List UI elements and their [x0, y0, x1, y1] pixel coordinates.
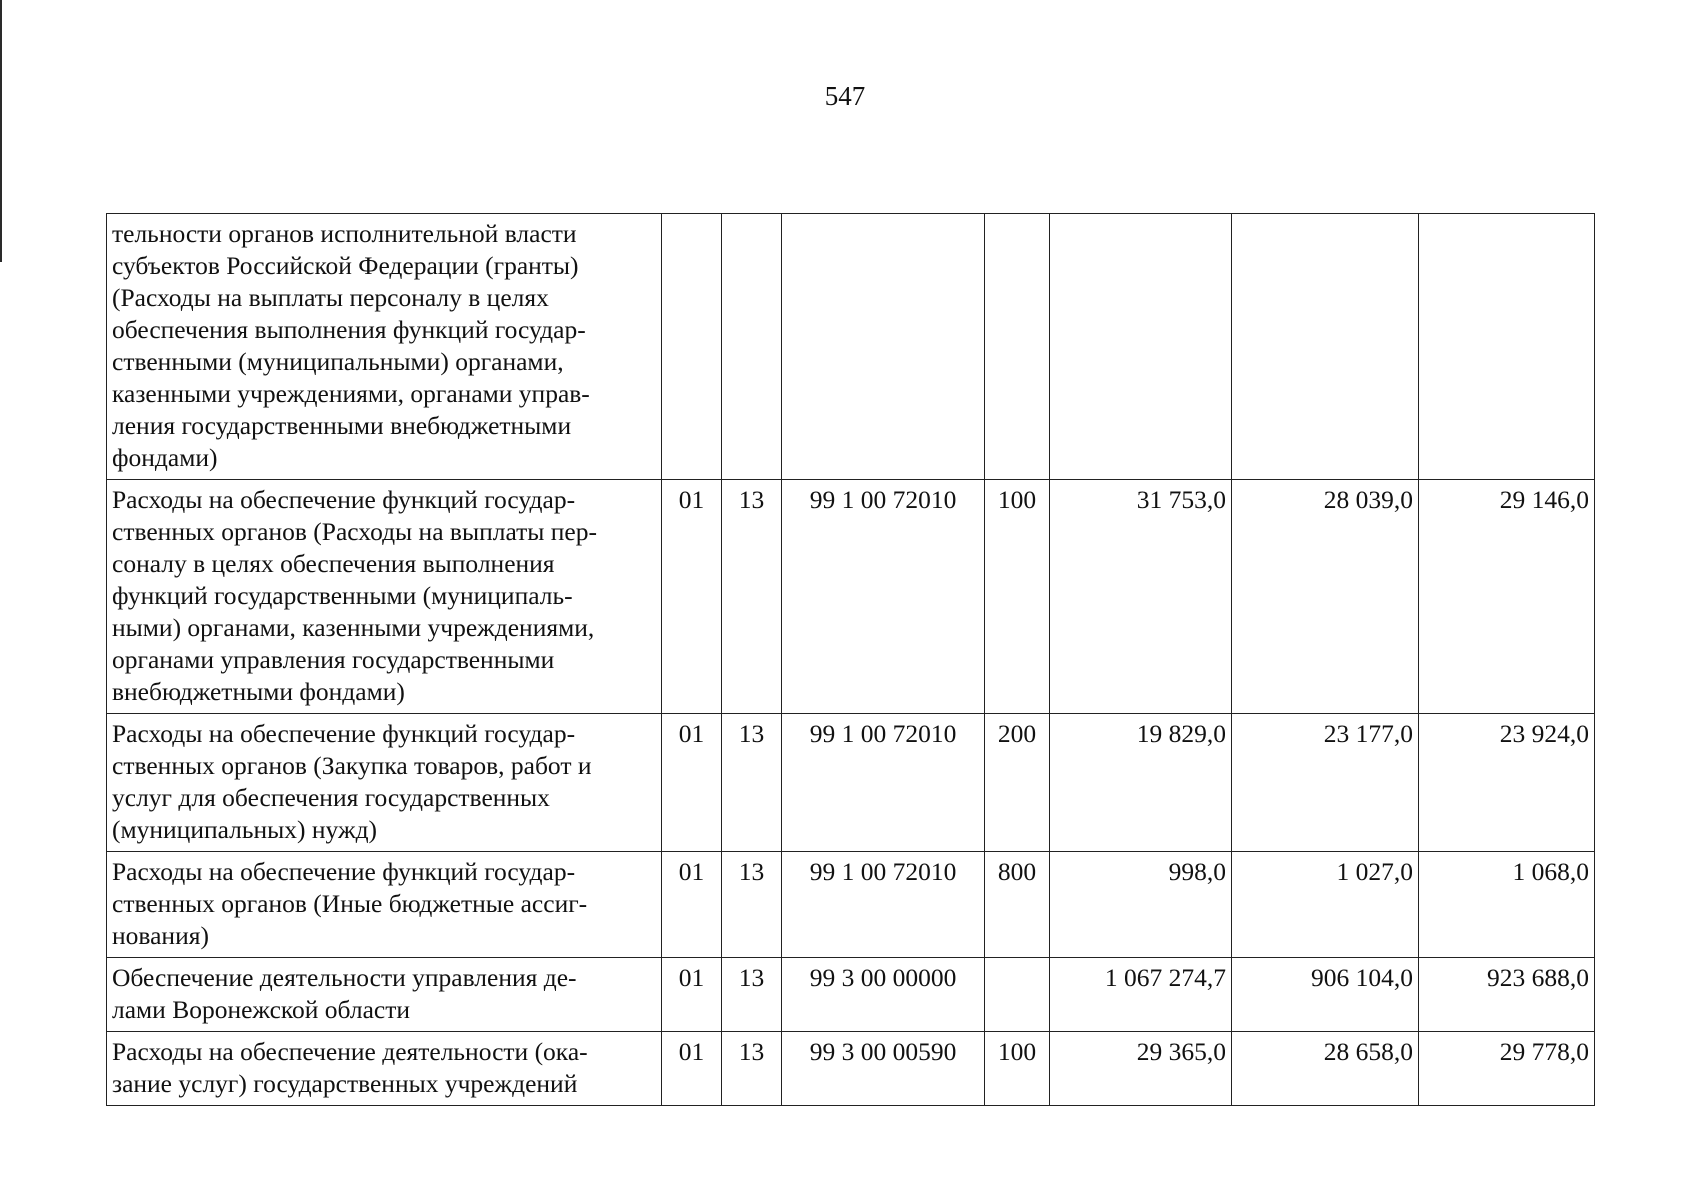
- amount-year3-cell: 923 688,0: [1419, 958, 1595, 1032]
- subsection-code-cell: 13: [722, 958, 782, 1032]
- subsection-code-cell: 13: [722, 480, 782, 714]
- expense-name-cell: [107, 852, 662, 958]
- expense-name-line: (Расходы на выплаты персоналу в целях: [112, 283, 549, 312]
- section-code-cell: 01: [662, 480, 722, 714]
- target-article-cell: 99 1 00 72010: [782, 852, 985, 958]
- table-row: [107, 852, 1595, 958]
- expense-name-line: ными) органами, казенными учреждениями,: [112, 613, 595, 642]
- expense-name-cell: [107, 714, 662, 852]
- amount-year1-cell: 19 829,0: [1050, 714, 1232, 852]
- expense-name-line: Расходы на обеспечение функций государ-: [112, 857, 576, 886]
- expense-type-cell: [985, 958, 1050, 1032]
- target-article-cell: 99 3 00 00590: [782, 1032, 985, 1106]
- budget-table: [106, 213, 1595, 1106]
- budget-table-body: [107, 214, 1595, 1106]
- scan-edge-mark: [0, 0, 2, 262]
- subsection-code-cell: [722, 214, 782, 480]
- target-article-cell: [782, 214, 985, 480]
- expense-name-line: внебюджетными фондами): [112, 677, 405, 706]
- expense-name-cell: [107, 958, 662, 1032]
- expense-name-line: Расходы на обеспечение функций государ-: [112, 485, 576, 514]
- table-row: [107, 958, 1595, 1032]
- amount-year2-cell: 1 027,0: [1232, 852, 1419, 958]
- expense-name-line: обеспечения выполнения функций государ-: [112, 315, 586, 344]
- expense-name-cell: [107, 1032, 662, 1106]
- expense-name-line: тельности органов исполнительной власти: [112, 219, 577, 248]
- expense-name-line: ления государственными внебюджетными: [112, 411, 572, 440]
- expense-name-line: субъектов Российской Федерации (гранты): [112, 251, 579, 280]
- table-row: [107, 714, 1595, 852]
- expense-type-cell: 800: [985, 852, 1050, 958]
- expense-name-line: фондами): [112, 443, 218, 472]
- table-row: [107, 1032, 1595, 1106]
- section-code-cell: 01: [662, 1032, 722, 1106]
- expense-name-line: Расходы на обеспечение деятельности (ока-: [112, 1037, 588, 1066]
- amount-year1-cell: 29 365,0: [1050, 1032, 1232, 1106]
- expense-type-cell: [985, 214, 1050, 480]
- amount-year3-cell: 29 146,0: [1419, 480, 1595, 714]
- expense-name-line: Обеспечение деятельности управления де-: [112, 963, 577, 992]
- expense-name-line: ственных органов (Расходы на выплаты пер-: [112, 517, 597, 546]
- expense-name-line: лами Воронежской области: [112, 995, 411, 1024]
- amount-year2-cell: 906 104,0: [1232, 958, 1419, 1032]
- target-article-cell: 99 1 00 72010: [782, 714, 985, 852]
- expense-name-line: ственных органов (Иные бюджетные ассиг-: [112, 889, 588, 918]
- amount-year2-cell: 28 039,0: [1232, 480, 1419, 714]
- expense-name-line: ственных органов (Закупка товаров, работ и: [112, 751, 592, 780]
- expense-type-cell: 100: [985, 480, 1050, 714]
- expense-type-cell: 200: [985, 714, 1050, 852]
- expense-name-line: органами управления государственными: [112, 645, 555, 674]
- page-number: 547: [824, 81, 866, 111]
- section-code-cell: 01: [662, 714, 722, 852]
- amount-year3-cell: [1419, 214, 1595, 480]
- expense-name-line: (муниципальных) нужд): [112, 815, 378, 844]
- expense-name-cell: [107, 480, 662, 714]
- expense-type-cell: 100: [985, 1032, 1050, 1106]
- amount-year3-cell: 29 778,0: [1419, 1032, 1595, 1106]
- section-code-cell: 01: [662, 852, 722, 958]
- expense-name-line: нования): [112, 921, 209, 950]
- amount-year2-cell: 28 658,0: [1232, 1032, 1419, 1106]
- amount-year2-cell: [1232, 214, 1419, 480]
- target-article-cell: 99 3 00 00000: [782, 958, 985, 1032]
- expense-name-line: соналу в целях обеспечения выполнения: [112, 549, 555, 578]
- amount-year1-cell: 1 067 274,7: [1050, 958, 1232, 1032]
- expense-name-cell: [107, 214, 662, 480]
- amount-year1-cell: 998,0: [1050, 852, 1232, 958]
- section-code-cell: [662, 214, 722, 480]
- amount-year2-cell: 23 177,0: [1232, 714, 1419, 852]
- amount-year1-cell: 31 753,0: [1050, 480, 1232, 714]
- expense-name-line: ственными (муниципальными) органами,: [112, 347, 564, 376]
- expense-name-line: Расходы на обеспечение функций государ-: [112, 719, 576, 748]
- subsection-code-cell: 13: [722, 1032, 782, 1106]
- expense-name-line: функций государственными (муниципаль-: [112, 581, 573, 610]
- subsection-code-cell: 13: [722, 852, 782, 958]
- expense-name-line: зание услуг) государственных учреждений: [112, 1069, 578, 1098]
- amount-year1-cell: [1050, 214, 1232, 480]
- amount-year3-cell: 1 068,0: [1419, 852, 1595, 958]
- target-article-cell: 99 1 00 72010: [782, 480, 985, 714]
- expense-name-line: услуг для обеспечения государственных: [112, 783, 550, 812]
- subsection-code-cell: 13: [722, 714, 782, 852]
- expense-name-line: казенными учреждениями, органами управ-: [112, 379, 590, 408]
- table-row: [107, 480, 1595, 714]
- section-code-cell: 01: [662, 958, 722, 1032]
- table-row: [107, 214, 1595, 480]
- amount-year3-cell: 23 924,0: [1419, 714, 1595, 852]
